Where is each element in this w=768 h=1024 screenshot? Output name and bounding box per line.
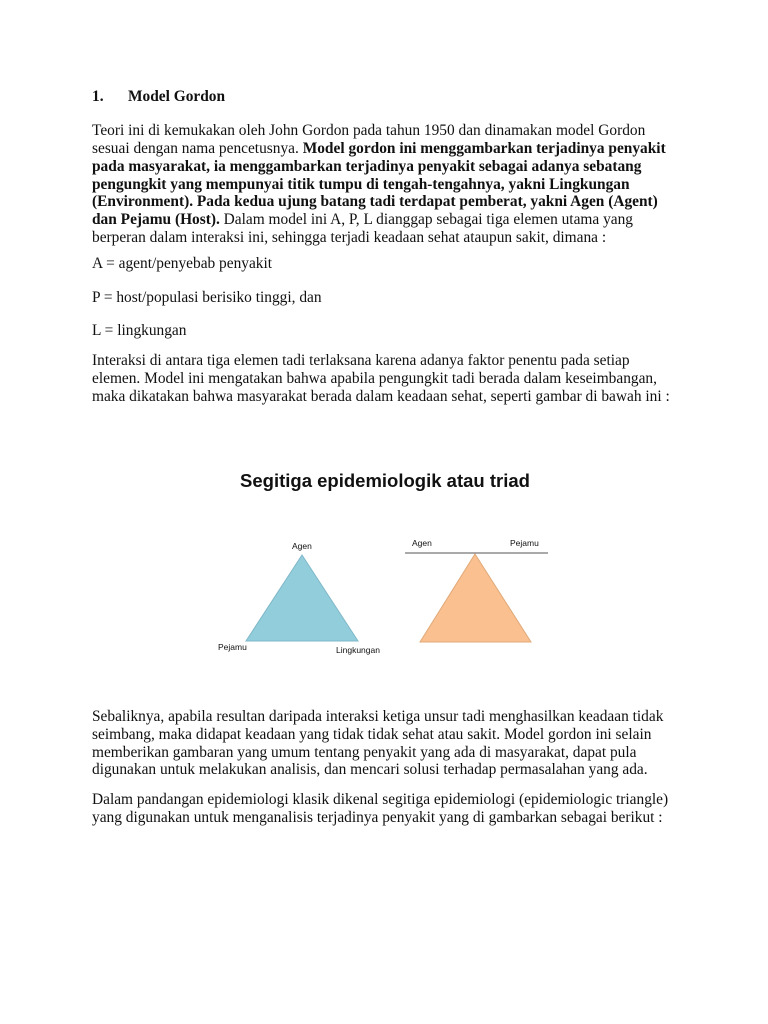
definition-host: P = host/populasi berisiko tinggi, dan — [92, 289, 322, 306]
paragraph-line: pada masyarakat, ia menggambarkan terjadinya penyakit sebagai adanya sebatang — [92, 158, 642, 175]
label-lingkungan: Lingkungan — [336, 645, 380, 655]
paragraph-line: Sebaliknya, apabila resultan daripada interaksi ketiga unsur tadi menghasilkan keadaan tidak — [92, 708, 664, 725]
paragraph-line: maka dikatakan bahwa masyarakat berada dalam keadaan sehat, seperti gambar di bawah ini : — [92, 388, 670, 405]
paragraph-line: (Environment). Pada kedua ujung batang tadi terdapat pemberat, yakni Agen (Agent) — [92, 193, 658, 210]
paragraph-line: Teori ini di kemukakan oleh John Gordon pada tahun 1950 dan dinamakan model Gordon — [92, 122, 646, 139]
paragraph-line: seimbang, maka didapat keadaan yang tidak tidak sehat atau sakit. Model gordon ini selain — [92, 726, 652, 743]
paragraph-line: yang digunakan untuk menganalisis terjadinya penyakit yang di gambarkan sebagai berikut : — [92, 809, 663, 826]
heading-title: Model Gordon — [128, 88, 226, 105]
paragraph-line: elemen. Model ini mengatakan bahwa apabila pengungkit tadi berada dalam keseimbangan, — [92, 370, 657, 387]
paragraph-line: memberikan gambaran yang umum tentang penyakit yang ada di masyarakat, dapat pula — [92, 743, 637, 761]
paragraph-line: Dalam pandangan epidemiologi klasik dikenal segitiga epidemiologi (epidemiologic triangle) — [92, 791, 669, 808]
paragraph-line: sesuai dengan nama pencetusnya. Model gordon ini menggambarkan terjadinya penyakit — [92, 140, 666, 157]
figure-title: Segitiga epidemiologik atau triad — [240, 470, 530, 491]
paragraph-line: pengungkit yang mempunyai titik tumpu di tengah-tengahnya, yakni Lingkungan — [92, 175, 630, 193]
definition-environment: L = lingkungan — [92, 322, 187, 339]
label-agen: Agen — [292, 541, 312, 551]
label-pejamu-lever: Pejamu — [510, 538, 539, 548]
paragraph-line: berperan dalam interaksi ini, sehingga terjadi keadaan sehat ataupun sakit, dimana : — [92, 228, 607, 246]
paragraph-line: digunakan untuk melakukan analisis, dan mencari solusi terhadap permasalahan yang ada. — [92, 761, 648, 778]
fulcrum-triangle — [420, 554, 531, 642]
paragraph-line: dan Pejamu (Host). Dalam model ini A, P, L dianggap sebagai tiga elemen utama yang — [92, 211, 633, 228]
paragraph-line: Interaksi di antara tiga elemen tadi terlaksana karena adanya faktor penentu pada setiap — [92, 352, 630, 369]
balanced-triangle — [246, 555, 358, 641]
heading-number: 1. — [92, 88, 104, 105]
definition-agent: A = agent/penyebab penyakit — [92, 255, 273, 272]
label-pejamu: Pejamu — [218, 642, 247, 652]
label-agen-lever: Agen — [412, 538, 432, 548]
